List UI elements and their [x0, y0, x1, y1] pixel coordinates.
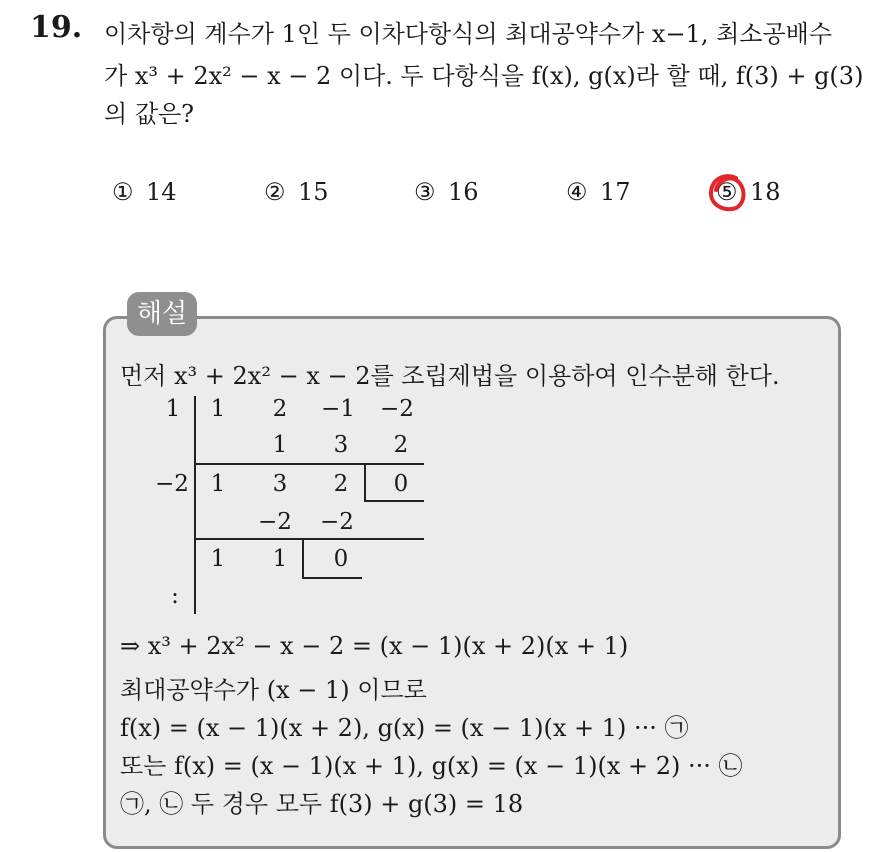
- choice-number: ⑤: [716, 178, 738, 206]
- solution-intro: 먼저 x³ + 2x² − x − 2를 조립제법을 이용하여 인수분해 한다.: [120, 362, 780, 390]
- solution-line-4: 또는 f(x) = (x − 1)(x + 1), g(x) = (x − 1)(x + 2) ··· ㉡: [120, 752, 743, 780]
- syn-remainder-box-left: [364, 463, 366, 501]
- syn-remainder-box-bottom: [364, 500, 424, 502]
- choice-2[interactable]: [264, 178, 329, 206]
- choice-number: ①: [112, 178, 134, 206]
- syn-dots: :: [171, 583, 179, 609]
- syn-cell: 1: [210, 471, 226, 497]
- syn-cell: 1: [272, 546, 288, 572]
- syn-cell: −2: [320, 509, 354, 535]
- solution-label: 해설: [127, 292, 197, 336]
- choice-value: 18: [750, 178, 781, 206]
- solution-line-5: ㉠, ㉡ 두 경우 모두 f(3) + g(3) = 18: [120, 790, 524, 818]
- syn-cell: −2: [380, 396, 414, 422]
- question-number: 19.: [30, 10, 83, 45]
- divisor-1: 1: [165, 396, 181, 422]
- answer-circle-mark-icon: [706, 172, 748, 214]
- question-text-line-3: 의 값은?: [104, 100, 195, 128]
- syn-cell: 2: [272, 396, 288, 422]
- solution-line-1: ⇒ x³ + 2x² − x − 2 = (x − 1)(x + 2)(x + 1): [120, 632, 629, 660]
- choice-value: 17: [600, 178, 631, 206]
- syn-remainder2-box-bottom: [302, 577, 362, 579]
- choice-number: ②: [264, 178, 286, 206]
- choice-1[interactable]: [112, 178, 177, 206]
- syn-remainder2-box-left: [302, 538, 304, 578]
- syn-vertical-line: [194, 396, 196, 614]
- syn-cell: −2: [258, 509, 292, 535]
- syn-cell: 0: [333, 546, 349, 572]
- syn-cell: 1: [210, 396, 226, 422]
- syn-cell: 3: [333, 432, 349, 458]
- choice-4[interactable]: [566, 178, 631, 206]
- syn-cell: 1: [272, 432, 288, 458]
- choice-3[interactable]: [414, 178, 479, 206]
- question-text-line-2: 가 x³ + 2x² − x − 2 이다. 두 다항식을 f(x), g(x)라 할 때, f(3) + g(3): [104, 62, 864, 90]
- question-text-line-1: 이차항의 계수가 1인 두 이차다항식의 최대공약수가 x−1, 최소공배수: [104, 20, 832, 48]
- solution-line-3: f(x) = (x − 1)(x + 2), g(x) = (x − 1)(x + 1) ··· ㉠: [120, 714, 689, 742]
- syn-cell: 3: [272, 471, 288, 497]
- syn-cell: 2: [393, 432, 409, 458]
- choice-value: 16: [448, 178, 479, 206]
- syn-horizontal-line-1: [194, 463, 424, 465]
- syn-cell: −1: [321, 396, 355, 422]
- choice-number: ④: [566, 178, 588, 206]
- solution-line-2: 최대공약수가 (x − 1) 이므로: [120, 676, 427, 704]
- divisor-2: −2: [155, 471, 189, 497]
- choice-number: ③: [414, 178, 436, 206]
- syn-cell: 1: [210, 546, 226, 572]
- syn-horizontal-line-2: [194, 538, 424, 540]
- choice-value: 14: [146, 178, 177, 206]
- choice-value: 15: [298, 178, 329, 206]
- syn-cell: 0: [393, 471, 409, 497]
- syn-cell: 2: [333, 471, 349, 497]
